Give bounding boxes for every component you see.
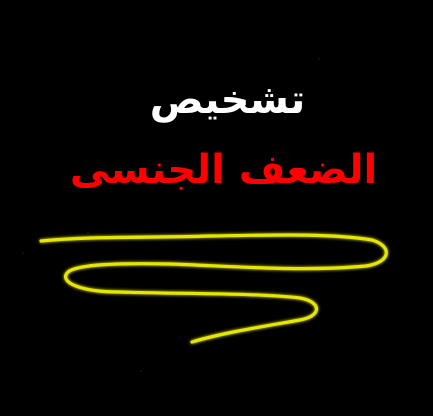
squiggle-stroke: [41, 235, 386, 342]
title-line-sexual-weakness: الضعف الجنسى: [69, 147, 378, 193]
title-line-diagnosis: تشخيص: [149, 77, 306, 123]
